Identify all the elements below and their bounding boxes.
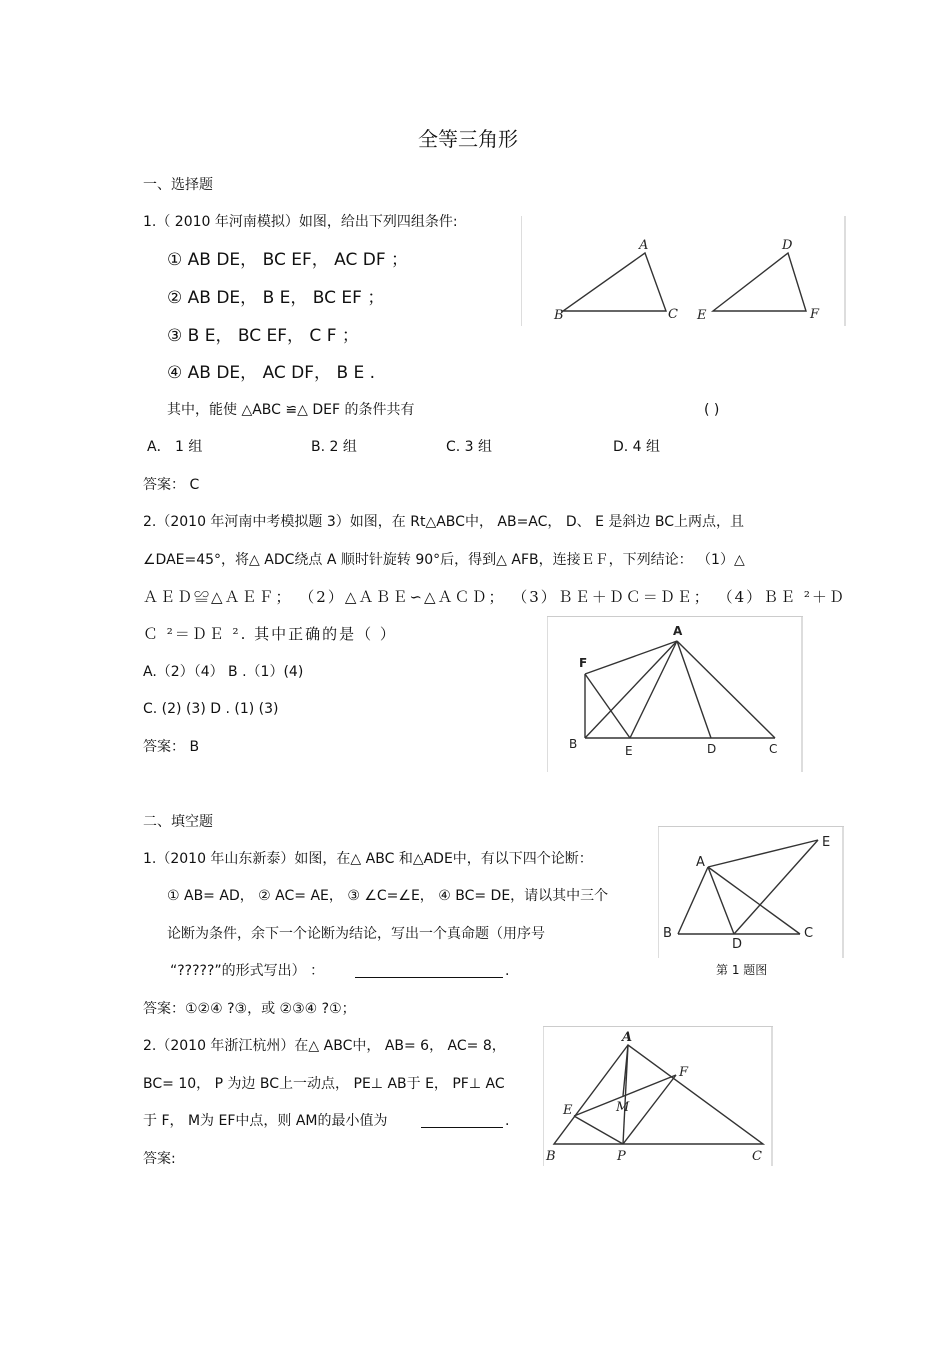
q1-condition-3: ③ B E， BC EF， C F ； [167,326,359,346]
fill-q2-line-1: 2.（2010 年浙江杭州）在△ ABC中， AB= 6， AC= 8， [143,1038,506,1054]
fill-q1-line-2: ① AB= AD， ② AC= AE， ③ ∠C=∠E， ④ BC= DE，请以其中三个 [167,888,609,904]
q1-condition-1: ① AB DE， BC EF， AC DF ； [167,250,409,270]
fill-q2-blank [421,1127,503,1128]
segment-ac [677,641,775,738]
triangle-def [713,253,806,311]
segment-ad [677,641,711,738]
fig3-label-a: A [696,855,705,870]
fill-q1-line-1: 1.（2010 年山东新泰）如图，在△ ABC 和△ADE中，有以下四个论断： [143,851,593,867]
figure-rotated-triangle [547,616,803,772]
q2-options-ab: A.（2）（4） B .（1）(4) [143,664,304,680]
fig2-label-a: A [673,624,683,638]
q1-option-d: D. 4 组 [613,439,661,455]
fig3-label-c: C [804,926,814,941]
fill-q2-line-3: 于 F， M为 EF中点，则 AM的最小值为 [143,1113,388,1129]
fill-q2-period: . [505,1113,510,1129]
section-heading-fill: 二、填空题 [143,814,213,830]
q2-line-2: ∠DAE=45°，将△ ADC绕点 A 顺时针旋转 90°后，得到△ AFB，连接ＥＦ，下列结论： （1）△ [143,552,745,568]
fig1-label-b: B [554,308,564,323]
fig4-label-f: F [679,1065,689,1080]
figure-abc-ade [658,826,844,958]
section-heading-choice: 一、选择题 [143,177,213,193]
fig1-label-f: F [810,307,820,322]
segment-de [734,840,818,934]
fig4-label-m: M [616,1100,630,1115]
fig1-label-a: A [639,238,649,253]
q1-stem: 1.（ 2010 年河南模拟）如图，给出下列四组条件: [143,214,458,230]
triangle-abc [563,253,666,311]
segment-pe [574,1116,623,1144]
fig2-label-d: D [707,742,717,756]
q1-option-c: C. 3 组 [446,439,493,455]
fill-q1-blank [355,977,503,978]
segment-fe [585,674,630,738]
q1-answer: 答案： C [143,477,200,493]
figure-two-triangles [521,216,846,326]
fig1-label-c: C [668,307,678,322]
q2-line-3: ＡＥＤ≌△ＡＥＦ； （2）△ＡＢＥ∽△ＡＣＤ； （3）ＢＥ＋ＤＣ＝ＤＥ； （4）ＢＥ ²＋Ｄ [143,588,846,606]
fig2-label-e: E [625,744,633,758]
q2-line-1: 2.（2010 年河南中考模拟题 3）如图，在 Rt△ABC中， AB=AC， D、 E 是斜边 BC上两点，且 [143,514,744,530]
q1-option-b: B. 2 组 [311,439,357,455]
fig4-label-p: P [617,1149,626,1164]
fig2-label-b: B [569,737,578,751]
fig2-label-c: C [769,742,778,756]
fig1-label-e: E [697,308,707,323]
fig3-label-d: D [732,937,743,952]
fig4-label-c: C [752,1149,762,1164]
fig4-label-e: E [563,1103,573,1118]
q1-ask: 其中，能使 △ABC ≌△ DEF 的条件共有 [167,402,415,418]
triangle-abc [554,1045,763,1144]
q2-answer: 答案： B [143,739,200,755]
fill-q2-line-2: BC= 10， P 为边 BC上一动点， PE⊥ AB于 E， PF⊥ AC [143,1076,505,1092]
q2-options-cd: C. (2) (3) D . (1) (3) [143,701,279,717]
page-title: 全等三角形 [418,127,518,151]
segment-ae [708,840,818,867]
q2-line-4: Ｃ ²＝ＤＥ ². 其中正确的是（ ） [143,625,397,643]
fill-q1-period: . [505,963,510,979]
q1-answer-paren: ( ) [704,402,720,418]
fill-q1-line-3: 论断为条件，余下一个论断为结论，写出一个真命题（用序号 [167,926,545,942]
segment-ab [678,867,708,934]
fill-q1-line-4: “?????”的形式写出） ： [170,963,325,979]
fig3-label-b: B [663,926,672,941]
fill-q1-answer: 答案：①②④ ?③，或 ②③④ ?①； [143,1001,356,1017]
figure-right-triangle-pef [543,1026,773,1166]
q1-condition-4: ④ AB DE， AC DF， B E . [167,363,376,383]
segment-ac [708,867,800,934]
fill-q2-answer: 答案: [143,1151,176,1167]
fig1-label-d: D [782,238,793,253]
fig4-label-b: B [546,1149,556,1164]
figure-caption: 第 1 题图 [716,963,768,977]
fig4-label-a: A [622,1030,633,1045]
q1-condition-2: ② AB DE， B E， BC EF ； [167,288,385,308]
segment-ab [585,641,677,738]
fig2-label-f: F [579,656,588,670]
fig3-label-e: E [822,835,831,850]
q1-option-a: A． 1 组 [147,439,203,455]
